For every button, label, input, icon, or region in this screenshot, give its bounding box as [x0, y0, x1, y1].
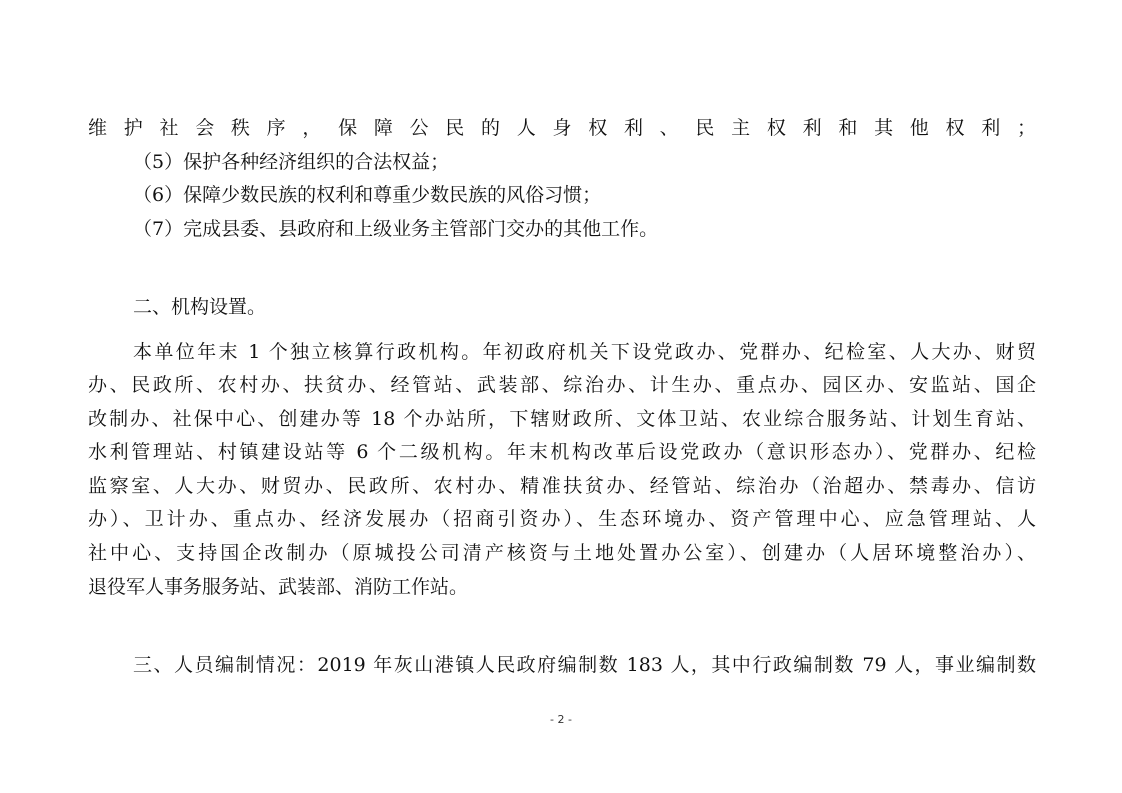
duties-continuation-line: 维护社会秩序，保障公民的人身权利、民主权利和其他权利；: [88, 117, 1036, 139]
section-2-paragraph-last-line: 退役军人事务服务站、武装部、消防工作站。: [88, 576, 469, 598]
duty-item-7: （7）完成县委、县政府和上级业务主管部门交办的其他工作。: [133, 218, 659, 240]
section-2-paragraph-line: 社中心、支持国企改制办（原城投公司清产核资与土地处置办公室）、创建办（人居环境整治办）、: [88, 542, 1036, 564]
section-2-heading: 二、机构设置。: [133, 296, 267, 318]
section-2-paragraph-line: 监察室、人大办、财贸办、民政所、农村办、精准扶贫办、经管站、综治办（治超办、禁毒办、信访: [88, 475, 1036, 497]
duty-item-6: （6）保障少数民族的权利和尊重少数民族的风俗习惯；: [133, 184, 602, 206]
section-2-paragraph-line: 改制办、社保中心、创建办等 18 个办站所，下辖财政所、文体卫站、农业综合服务站、计划生育站、: [88, 408, 1036, 430]
duty-item-5: （5）保护各种经济组织的合法权益；: [133, 151, 450, 173]
section-2-paragraph-line: 办）、卫计办、重点办、经济发展办（招商引资办）、生态环境办、资产管理中心、应急管理站、人: [88, 508, 1036, 530]
page-number: - 2 -: [550, 713, 572, 726]
section-2-paragraph-line: 本单位年末 1 个独立核算行政机构。年初政府机关下设党政办、党群办、纪检室、人大办、财贸: [133, 341, 1036, 363]
section-2-paragraph-line: 水利管理站、村镇建设站等 6 个二级机构。年末机构改革后设党政办（意识形态办）、党群办、纪检: [88, 441, 1036, 463]
section-2-paragraph-line: 办、民政所、农村办、扶贫办、经管站、武装部、综治办、计生办、重点办、园区办、安监站、国企: [88, 374, 1036, 396]
section-3-first-line: 三、人员编制情况：2019 年灰山港镇人民政府编制数 183 人，其中行政编制数 79 人，事业编制数: [133, 654, 1036, 676]
